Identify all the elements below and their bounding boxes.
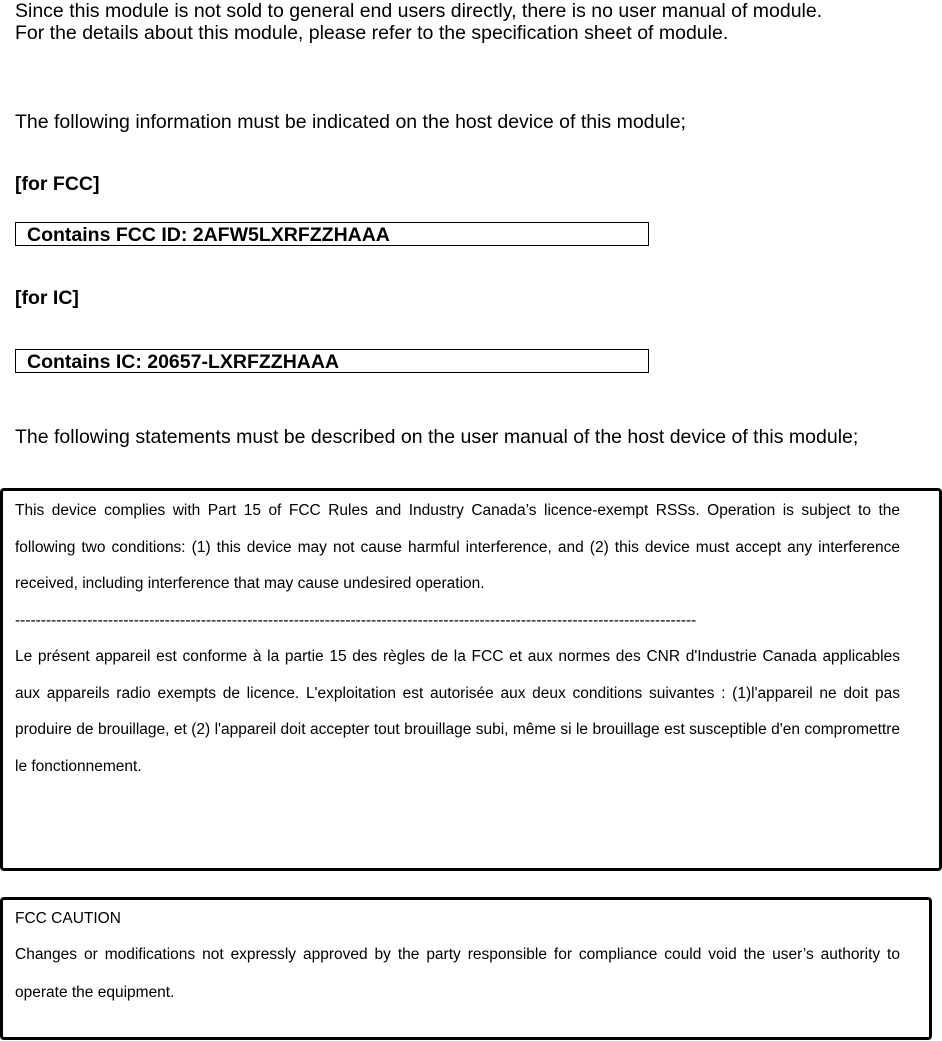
ic-heading: [for IC] (15, 287, 79, 309)
intro-text (15, 0, 875, 44)
host-info-text: The following information must be indicated on the host device of this module; (15, 111, 686, 133)
intro-line-manual: Since this module is not sold to general end users directly, there is no user manual of module. (15, 0, 823, 22)
fcc-heading: [for FCC] (15, 173, 100, 195)
separator-line: ------------------------------------------------------------------------------------------------------------------------------------ (15, 611, 697, 629)
compliance-french-paragraph: Le présent appareil est conforme à la partie 15 des règles de la FCC et aux normes des CNR d'Industrie Canada applicables aux appareils radio exempts de licence. L'exploitation est autorisée aux deux conditions suivantes : (1)l'appareil ne doit pas produire de brouillage, et (2) l'appareil doit accepter tout brouillage subi, même si le brouillage est susceptible d'en compromettre le fonctionnement. (15, 648, 900, 775)
fcc-caution-content (15, 902, 900, 1012)
fcc-caution-title: FCC CAUTION (15, 910, 121, 927)
statements-intro-text: The following statements must be described on the user manual of the host device of this module; (15, 426, 859, 448)
intro-line-spec-sheet: For the details about this module, please refer to the specification sheet of module. (15, 22, 729, 44)
fcc-id-label-box: Contains FCC ID: 2AFW5LXRFZZHAAA (15, 222, 649, 246)
compliance-english-paragraph: This device complies with Part 15 of FCC Rules and Industry Canada’s licence-exempt RSSs. Operation is subject to the following two conditions: (1) this device may not cause harmful interference, and (2) this device must accept any interference received, including interference that may cause undesired operation. (15, 502, 900, 592)
fcc-caution-text: Changes or modifications not expressly approved by the party responsible for compliance could void the user’s authority to operate the equipment. (15, 946, 900, 1001)
ic-label-box: Contains IC: 20657-LXRFZZHAAA (15, 349, 649, 373)
compliance-statement-text (15, 493, 900, 785)
